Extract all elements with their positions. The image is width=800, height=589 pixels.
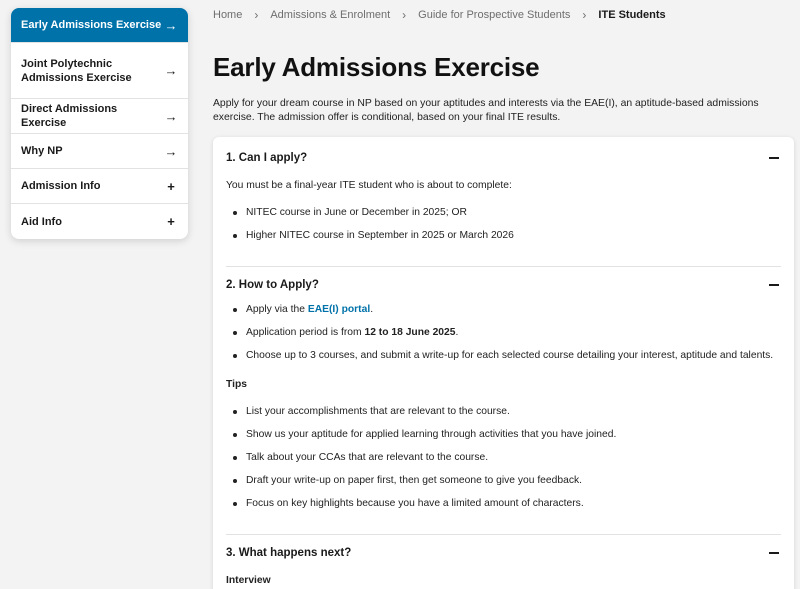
text: Application period is from — [246, 327, 365, 338]
minus-icon[interactable] — [767, 278, 781, 292]
tips-heading: Tips — [226, 379, 247, 390]
list-item: List your accomplishments that are relevant to the course. — [226, 405, 781, 419]
section-title: 3. What happens next? — [226, 547, 352, 559]
sidebar-nav — [11, 8, 188, 239]
accordion-section-what-next — [213, 535, 794, 588]
arrow-right-icon: → — [164, 143, 178, 159]
accordion-section-can-i-apply — [213, 137, 794, 243]
sidebar-item-label: Aid Info — [21, 215, 62, 228]
sidebar-item-aid-info[interactable] — [11, 204, 188, 239]
list-item: Choose up to 3 courses, and submit a write-up for each selected course detailing your interest, aptitude and talents. — [226, 349, 781, 363]
page-title: Early Admissions Exercise — [213, 52, 540, 82]
section-lead: You must be a final-year ITE student who is about to complete: — [226, 180, 512, 191]
list-item: Talk about your CCAs that are relevant to the course. — [226, 451, 781, 465]
sidebar-item-label: Direct Admissions Exercise — [21, 103, 118, 129]
accordion-body — [213, 179, 794, 243]
eae-portal-link[interactable]: EAE(I) portal — [307, 304, 371, 315]
subheading-interview: Interview — [226, 575, 271, 586]
accordion — [213, 137, 794, 589]
minus-icon[interactable] — [767, 546, 781, 560]
list-item: Draft your write-up on paper first, then get someone to give you feedback. — [226, 474, 781, 488]
sidebar-item-why-np[interactable] — [11, 134, 188, 169]
plus-icon: + — [167, 214, 175, 229]
breadcrumb-current: ITE Students — [598, 9, 666, 21]
chevron-right-icon: › — [254, 8, 259, 22]
accordion-header[interactable] — [213, 137, 794, 179]
list-item — [226, 326, 781, 340]
sidebar-item-label: Early Admissions Exercise — [21, 19, 162, 31]
accordion-body — [213, 303, 794, 511]
section-title: 1. Can I apply? — [226, 152, 308, 164]
breadcrumb-guide[interactable]: Guide for Prospective Students — [418, 9, 571, 21]
accordion-body — [213, 574, 794, 588]
chevron-right-icon: › — [402, 8, 407, 22]
accordion-header[interactable] — [213, 267, 794, 303]
arrow-right-icon: → — [164, 63, 178, 78]
text: Apply via the — [246, 304, 308, 315]
list-item: Higher NITEC course in September in 2025 or March 2026 — [226, 229, 781, 243]
sidebar-item-label: Joint Polytechnic Admissions Exercise — [21, 57, 132, 84]
list-item: NITEC course in June or December in 2025; OR — [226, 206, 781, 220]
list-item: Show us your aptitude for applied learning through activities that you have joined. — [226, 428, 781, 442]
breadcrumb-home[interactable]: Home — [213, 9, 243, 21]
plus-icon: + — [167, 178, 175, 194]
breadcrumb — [213, 8, 666, 22]
arrow-right-icon: → — [164, 108, 178, 124]
minus-icon[interactable] — [767, 151, 781, 165]
breadcrumb-admissions[interactable]: Admissions & Enrolment — [270, 9, 391, 21]
sidebar-item-label: Why NP — [21, 145, 63, 157]
sidebar-item-direct-admissions[interactable] — [11, 99, 188, 134]
page-intro: Apply for your dream course in NP based on your aptitudes and interests via the EAE(I), an aptitude-based admissions exercise. The admission offer is conditional, based on your final ITE results. — [213, 98, 759, 123]
text: . — [370, 304, 374, 315]
sidebar-item-jpae[interactable] — [11, 43, 188, 99]
list-item: Focus on key highlights because you have a limited amount of characters. — [226, 497, 781, 511]
text: . — [455, 327, 459, 338]
chevron-right-icon: › — [582, 8, 587, 22]
accordion-header[interactable] — [213, 535, 794, 571]
sidebar-item-early-admissions[interactable] — [11, 8, 188, 43]
arrow-right-icon: → — [164, 17, 178, 33]
list-item — [226, 303, 781, 317]
sidebar-item-label: Admission Info — [21, 180, 101, 192]
accordion-section-how-to-apply — [213, 267, 794, 511]
section-title: 2. How to Apply? — [226, 279, 319, 291]
application-period: 12 to 18 June 2025 — [364, 327, 456, 338]
sidebar-item-admission-info[interactable] — [11, 169, 188, 204]
